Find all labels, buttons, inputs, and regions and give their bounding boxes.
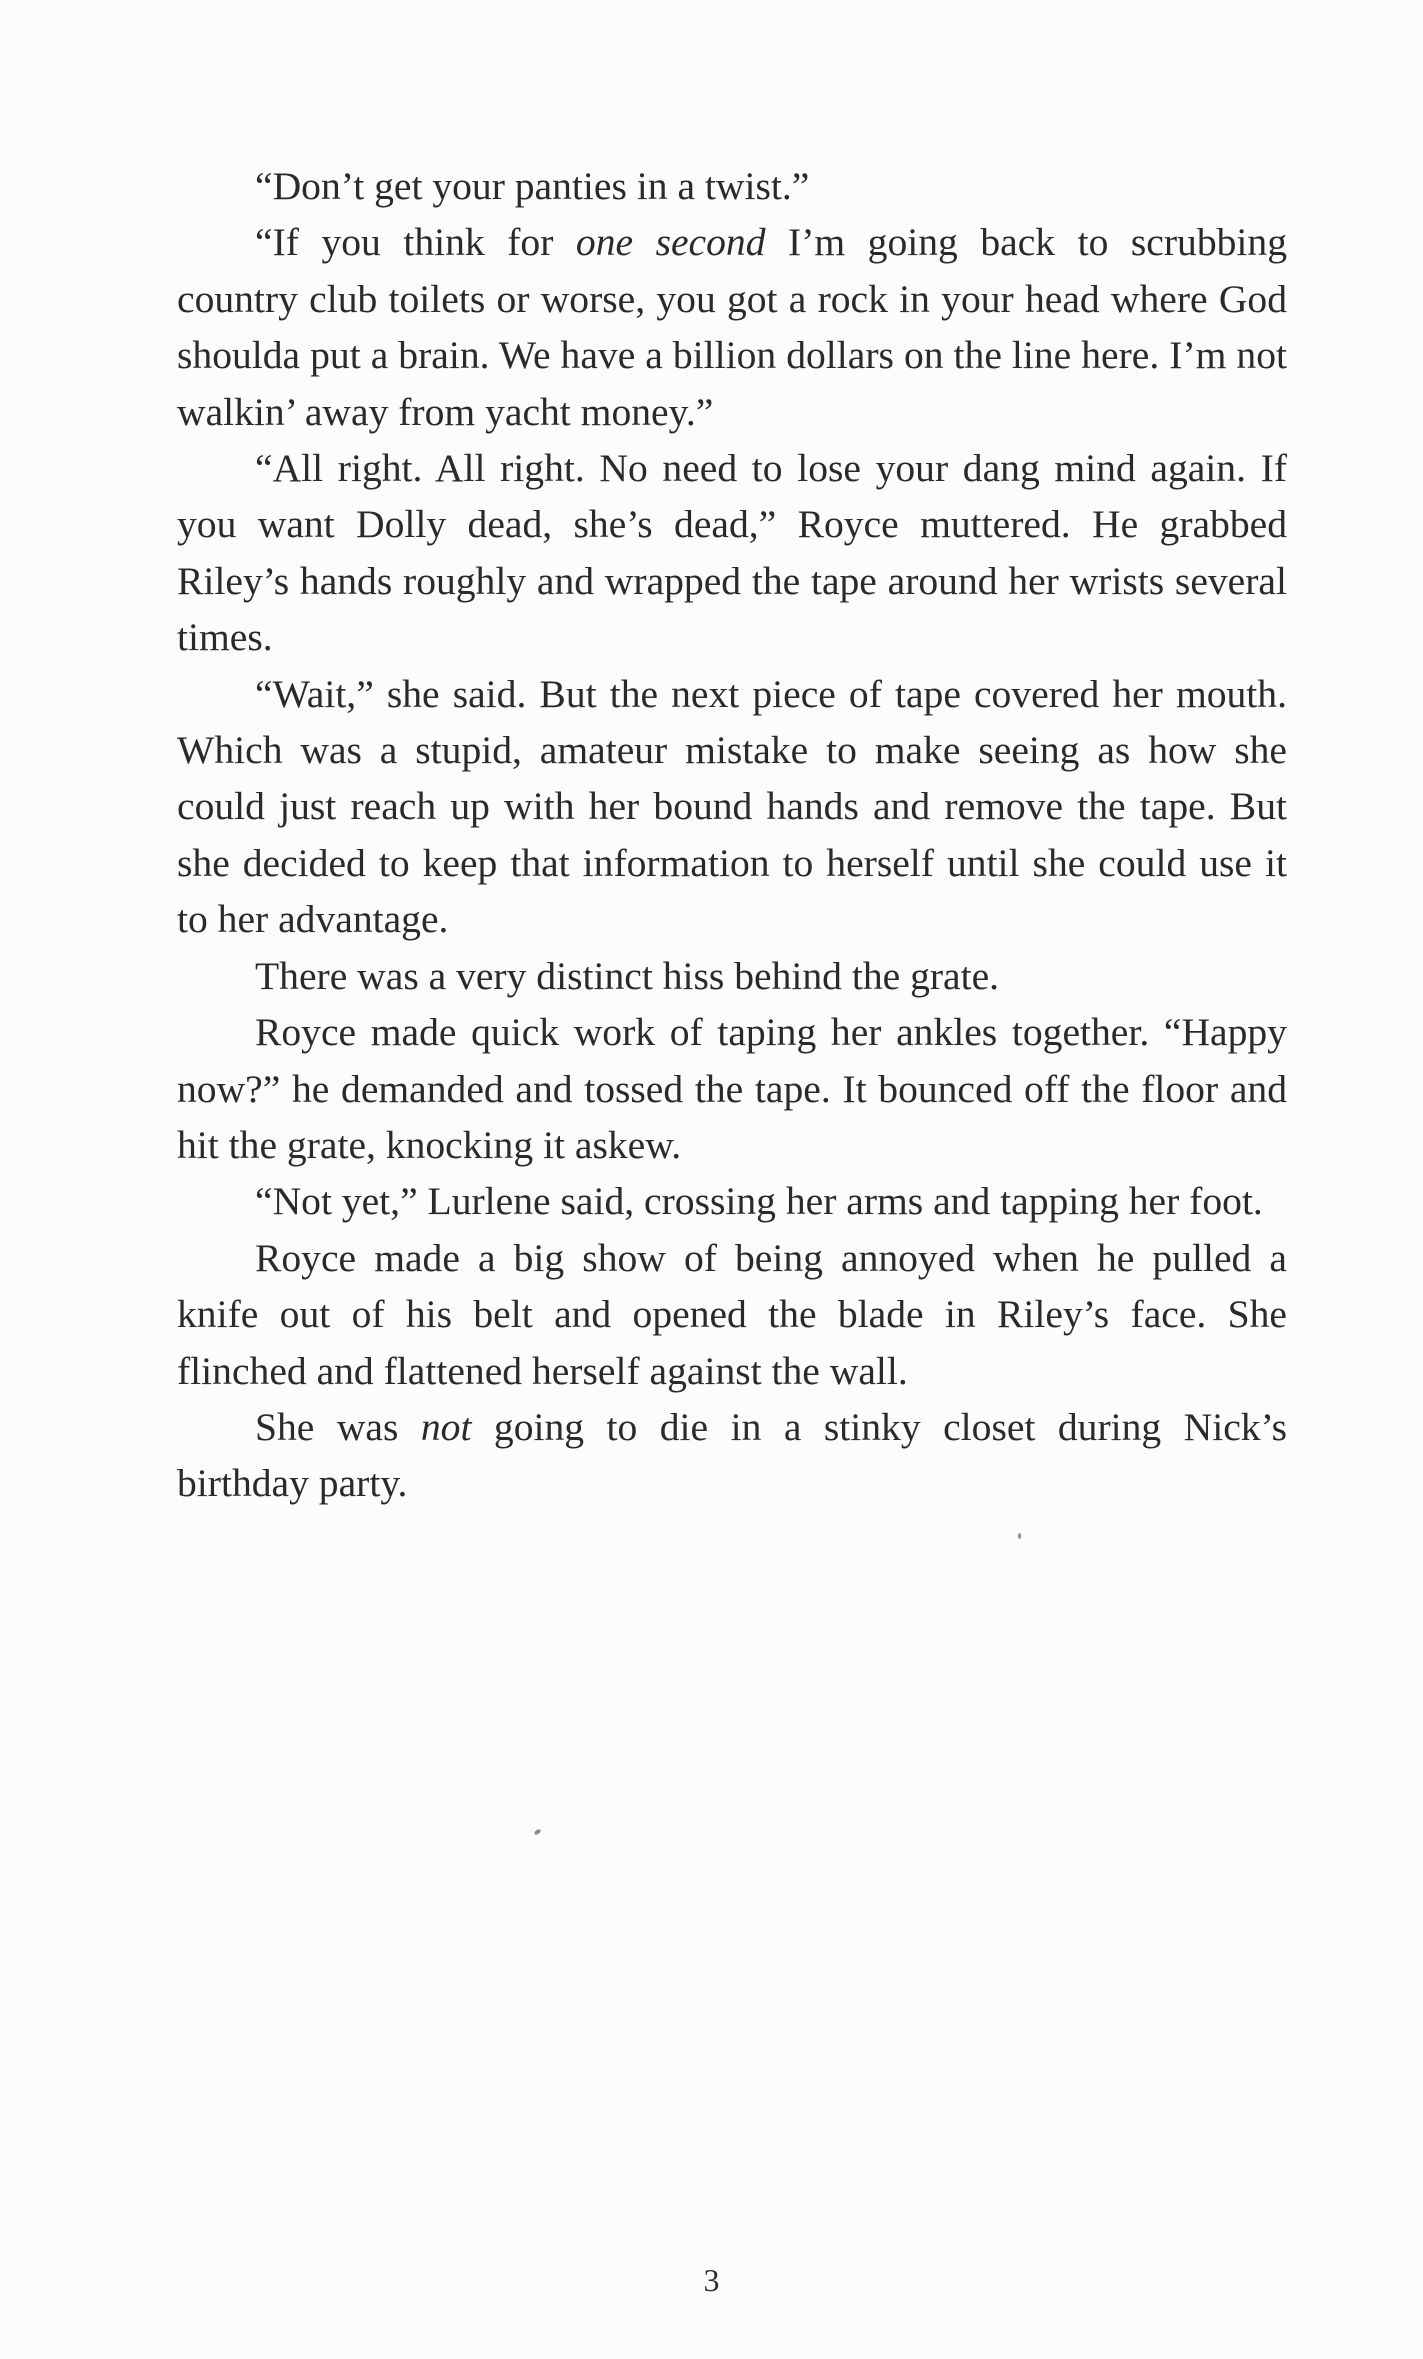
italic-emphasis: one second (575, 220, 766, 265)
paragraph-7 (177, 1173, 1287, 1229)
italic-emphasis: not (420, 1404, 472, 1449)
paragraph-6 (177, 1004, 1287, 1173)
text-run: There was a very distinct hiss behind the grate. (255, 953, 1000, 998)
paragraph-1 (177, 158, 1287, 214)
paragraph-4 (177, 666, 1287, 948)
scan-speck (533, 1828, 541, 1835)
text-run: going to die in a stinky closet during Nick’s birthday party. (177, 1404, 1287, 1506)
paragraph-8 (177, 1230, 1287, 1399)
text-run: Royce made a big show of being annoyed when he pulled a knife out of his belt and opened the blade in Riley’s face. She flinched and flattened herself against the wall. (177, 1235, 1287, 1393)
text-run: “All right. All right. No need to lose your dang mind again. If you want Dolly dead, she’s dead,” Royce muttered. He grabbed Riley’s hands roughly and wrapped the tape around her wrists several times. (177, 446, 1287, 660)
body-text (177, 158, 1287, 1512)
page-number: 3 (703, 2262, 720, 2298)
text-run: I’m going back to scrubbing country club toilets or worse, you got a rock in your head where God shoulda put a brain. We have a billion dollars on the line here. I’m not walkin’ away from yacht money.” (177, 220, 1287, 434)
paragraph-9 (177, 1399, 1287, 1512)
text-run: Royce made quick work of taping her ankles together. “Happy now?” he demanded and tossed the tape. It bounced off the floor and hit the grate, knocking it askew. (177, 1010, 1287, 1167)
text-run: She was (255, 1404, 421, 1449)
text-run: “Wait,” she said. But the next piece of tape covered her mouth. Which was a stupid, amateur mistake to make seeing as how she could just reach up with her bound hands and remove the tape. But she decided to keep that information to herself until she could use it to her advantage. (177, 671, 1287, 942)
paragraph-3 (177, 440, 1287, 666)
paragraph-5 (177, 948, 1287, 1004)
paragraph-2 (177, 214, 1287, 440)
text-run: “If you think for (255, 220, 576, 265)
scan-speck (1018, 1533, 1021, 1539)
text-run: “Don’t get your panties in a twist.” (255, 164, 810, 208)
text-run: “Not yet,” Lurlene said, crossing her arms and tapping her foot. (255, 1179, 1263, 1224)
